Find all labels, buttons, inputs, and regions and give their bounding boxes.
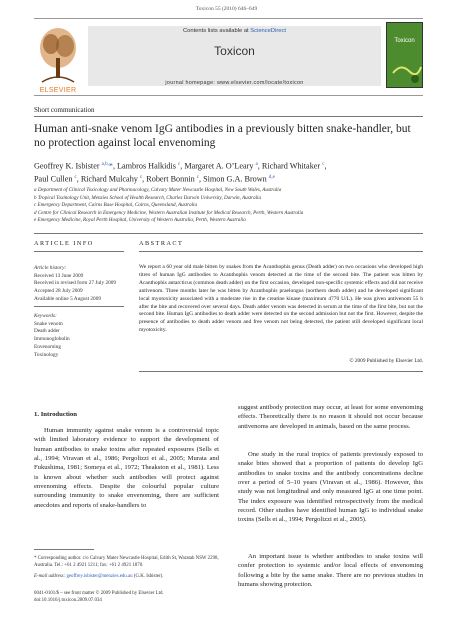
intro-paragraph: An important issue is whether antibodies to snake toxins will confer protection to systemic and/or local effects of envenoming following a bite by the same snake. There are no previous studies in humans showing protection. [238, 553, 423, 589]
article-title: Human anti-snake venom IgG antibodies in a previously bitten snake-handler, but no protection against local envenoming [34, 123, 411, 149]
cover-snake-icon [387, 23, 424, 89]
publisher-name: ELSEVIER [39, 87, 77, 94]
keywords-label: Keywords: [34, 313, 57, 319]
doi-link[interactable]: doi:10.1016/j.toxicon.2009.07.034 [34, 598, 102, 603]
journal-cover-image [386, 22, 423, 88]
keyword: Immunoglobulin [34, 336, 70, 343]
email-label: E-mail address: [34, 574, 66, 579]
elsevier-tree-logo [34, 22, 82, 88]
divider [34, 306, 124, 307]
journal-name: Toxicon [214, 44, 255, 58]
abstract-heading: ABSTRACT [139, 240, 184, 247]
doi-block [34, 590, 234, 604]
author-line: Geoffrey K. Isbister $^{a,b,}$*, Lambros Halkidis $^c$, Margaret A. O’Leary $^a$, Richard Whitaker $^c$, [34, 161, 327, 171]
author-line: Paul Cullen $^c$, Richard Mulcahy $^c$, Robert Bonnin $^c$, Simon G.A. Brown $^{d,e}$ [34, 174, 275, 184]
affiliation-item: a Department of Clinical Toxicology and Pharmacology, Calvary Mater Newcastle Hospital, New South Wales, Australia [34, 187, 282, 193]
divider [139, 251, 423, 252]
intro-paragraph: Human immunity against snake venom is a controversial topic with limited laboratory evidence to support the development of human antibodies to snake toxins after repeated exposures (Sells et al., 1994; Viravan et al., 1986; Pergolizzi et al., 2005; Murata and Fukushima, 1981; Someya et al., 1972; Theakston et al., 1981). Less is known about whether such antibodies will protect against envenoming effects. Despite the colourful popular culture surrounding immunity to snake envenoming, there are sufficient anecdotes and reports of snake-handlers to [34, 427, 219, 509]
corresponding-author-note: * Corresponding author. c/o Calvary Mater Newcastle Hospital, Edith St, Waratah NSW 2298, Australia. Tel.: +61 2 4921 1211; fax: +61 2 4921 1870. [34, 556, 219, 568]
abstract-text: We report a 60 year old male bitten by snakes from the Acanthophis genus (Death adder) on two occasions who developed high titres of human IgG antibodies to Acanthophis venom detected at the time of the second bite. The patient was bitten by Acanthophis antarcticus (common death adder) on the first occasion, developed non-specific systemic effects and did not receive antivenom. Three months later he was bitten by Acanthophis praelongus (northern death adder) and he developed significant local myotoxicity associated with a moderate rise in the creatine kinase (maximum 4770 U/L). He was given antivenom 55 h after the bite and recovered over several days. Death adder venom was detected in serum at the time of the first bite, but not the second bite. Human IgG antibodies to death adder were detected on the second admission but not the first. However, despite the presence of antibodies to death adder venom and free venom not being detected, the patient still developed significant local myotoxicity. [139, 264, 423, 334]
intro-paragraph: One study in the rural tropics of patients previously exposed to snake bites showed that a proportion of patients do develop IgG antibodies to snake toxins and the antibody concentrations decline over a period of 5–10 years (Viravan et al., 1986). However, this study was not longitudinal and only measured IgG at one time point. The index exposure was identified retrospectively from the medical record. Other studies have identified human IgG to individual snake toxins (Sells et al., 1994; Pergolizzi et al., 2005). [238, 451, 423, 524]
footnote-divider [34, 549, 94, 550]
email-link[interactable]: geoffrey.isbister@menzies.edu.au [66, 574, 133, 579]
sciencedirect-link[interactable]: ScienceDirect [250, 28, 287, 34]
email-suffix: (G.K. Isbister). [133, 574, 164, 579]
article-history [34, 265, 124, 304]
abstract-copyright: © 2009 Published by Elsevier Ltd. [349, 358, 423, 364]
keyword: Death adder [34, 328, 60, 335]
author-list [34, 159, 424, 184]
affiliation-item: c Emergency Department, Cairns Base Hospital, Cairns, Queensland, Australia [34, 202, 197, 209]
affiliation-item: b Tropical Toxinology Unit, Menzies School of Health Research, Charles Darwin University, Darwin, Australia [34, 194, 261, 201]
contents-prefix: Contents lists available at [182, 28, 251, 34]
section-heading: 1. Introduction [34, 411, 77, 418]
journal-homepage-link[interactable]: journal homepage: www.elsevier.com/locate/toxicon [165, 80, 304, 86]
history-label: Article history: [34, 265, 67, 271]
history-item: Available online 5 August 2009 [34, 295, 101, 302]
article-info-heading: ARTICLE INFO [34, 240, 94, 247]
keyword: Snake venom [34, 320, 63, 327]
cover-title: Toxicon [394, 38, 415, 44]
divider [139, 371, 423, 372]
front-matter-line: 0041-0101/$ – see front matter © 2009 Published by Elsevier Ltd. [34, 591, 164, 596]
contents-line [88, 28, 381, 34]
history-item: Accepted 28 July 2009 [34, 288, 83, 295]
corresponding-footnote [34, 555, 219, 580]
keyword: Envenoming [34, 343, 62, 350]
email-line [34, 573, 219, 580]
history-item: Received in revised form 27 July 2009 [34, 280, 117, 287]
affiliations [34, 187, 424, 225]
affiliation-item: e Emergency Medicine, Royal Perth Hospital, University of Western Australia, Perth, Western Australia [34, 217, 246, 224]
affiliation-item: d Centre for Clinical Research in Emergency Medicine, Western Australian Institute for Medical Research, Perth, Western Australia [34, 209, 304, 216]
divider [34, 251, 124, 252]
keywords [34, 313, 124, 359]
journal-citation: Toxicon 55 (2010) 646–649 [195, 6, 258, 12]
history-item: Received 13 June 2009 [34, 272, 84, 279]
divider [34, 116, 423, 117]
keyword: Toxinology [34, 351, 59, 358]
section-type: Short communication [34, 106, 95, 114]
divider [34, 233, 423, 234]
intro-paragraph: suggest antibody protection may occur, at least for some envenoming effects. Theoretically there is no reason it should not occur because antivenoms are developed in animals, based on the same process. [238, 404, 423, 430]
